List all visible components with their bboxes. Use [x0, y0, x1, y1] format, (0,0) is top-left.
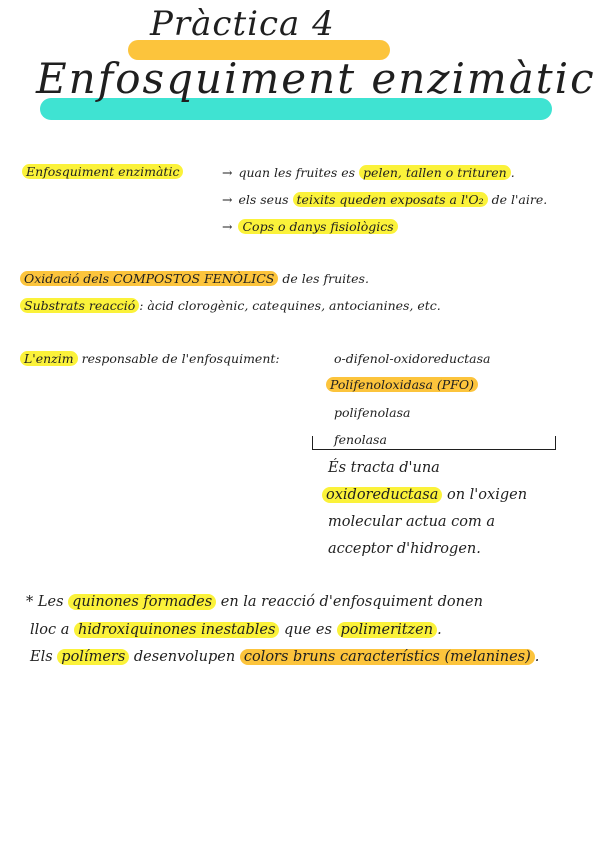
arrow-icon: →: [222, 165, 233, 180]
enzim-line: L'enzim responsable de l'enfosquiment:: [20, 351, 280, 366]
quinones-line-3: Els polímers desenvolupen colors bruns característics (melanines) .: [30, 649, 540, 665]
arrow-icon: →: [222, 219, 233, 234]
quinones-line-1: * Les quinones formades en la reacció d'enfosquiment donen: [26, 594, 483, 610]
quinones-line-2: lloc a hidroxiquinones inestables que es polimeritzen .: [30, 622, 442, 638]
desc-line-1: És tracta d'una: [328, 460, 440, 476]
bullet-1: → quan les fruites es pelen, tallen o trituren .: [222, 165, 515, 180]
desc-line-4: acceptor d'hidrogen.: [328, 541, 481, 557]
bracket-divider: [312, 436, 556, 450]
page-title: Pràctica 4: [150, 4, 335, 44]
oxidacio-line: Oxidació dels COMPOSTOS FENÒLICS de les fruites.: [20, 271, 369, 286]
asterisk-icon: *: [26, 594, 34, 610]
desc-line-3: molecular actua com a: [328, 514, 496, 530]
substrats-line: Substrats reacció : àcid clorogènic, catequines, antocianines, etc.: [20, 298, 441, 313]
bullet-3: → Cops o danys fisiològics: [222, 219, 398, 234]
desc-line-2: oxidoreductasa on l'oxigen: [322, 487, 527, 503]
enzyme-name-4: fenolasa: [334, 432, 387, 447]
page-subtitle: Enfosquiment enzimàtic: [36, 54, 596, 103]
enzyme-name-3: polifenolasa: [334, 405, 411, 420]
bullet-2: → els seus teixits queden exposats a l'O₂ de l'aire.: [222, 192, 548, 207]
enzyme-name-1: o-difenol-oxidoreductasa: [334, 351, 491, 366]
term-enfosquiment: Enfosquiment enzimàtic: [22, 164, 183, 179]
enzyme-name-2: Polifenoloxidasa (PFO): [326, 377, 478, 392]
arrow-icon: →: [222, 192, 233, 207]
